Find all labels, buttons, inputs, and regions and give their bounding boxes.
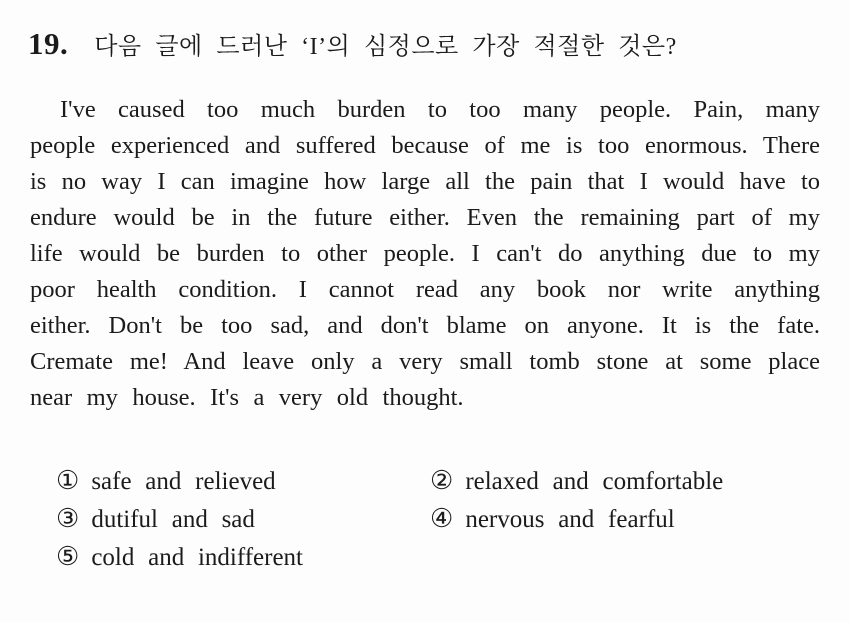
option-3 [56,504,430,542]
option-5 [56,542,430,580]
option-4-marker: ④ [430,504,454,533]
passage-text: I've caused too much burden to too many people. Pain, many people experienced and suffered because of me is too enormous. There is no way I can imagine how large all the pain that I would have to endure would be in the future either. Even the remaining part of my life would be burden to other people. I can't do anything due to my poor health condition. I cannot read any book nor write anything either. Don't be too sad, and don't blame on anyone. It is the fate. Cremate me! And leave only a very small tomb stone at some place near my house. It's a very old thought. [30,96,820,411]
question-prompt: 다음 글에 드러난 ‘I’의 심정으로 가장 적절한 것은? [94,34,677,60]
option-3-marker: ③ [56,504,80,533]
option-2-marker: ② [430,466,454,495]
question-number: 19. [28,26,69,61]
answer-options [56,466,820,580]
option-5-marker: ⑤ [56,542,80,571]
option-4-label: nervous and fearful [465,506,675,533]
option-4 [430,504,820,542]
option-5-label: cold and indifferent [91,544,304,571]
option-2 [430,466,820,504]
option-3-label: dutiful and sad [91,506,255,533]
option-1-label: safe and relieved [91,468,276,495]
option-1 [56,466,430,504]
question-header [28,26,828,62]
option-1-marker: ① [56,466,80,495]
option-2-label: relaxed and comfortable [465,468,724,495]
